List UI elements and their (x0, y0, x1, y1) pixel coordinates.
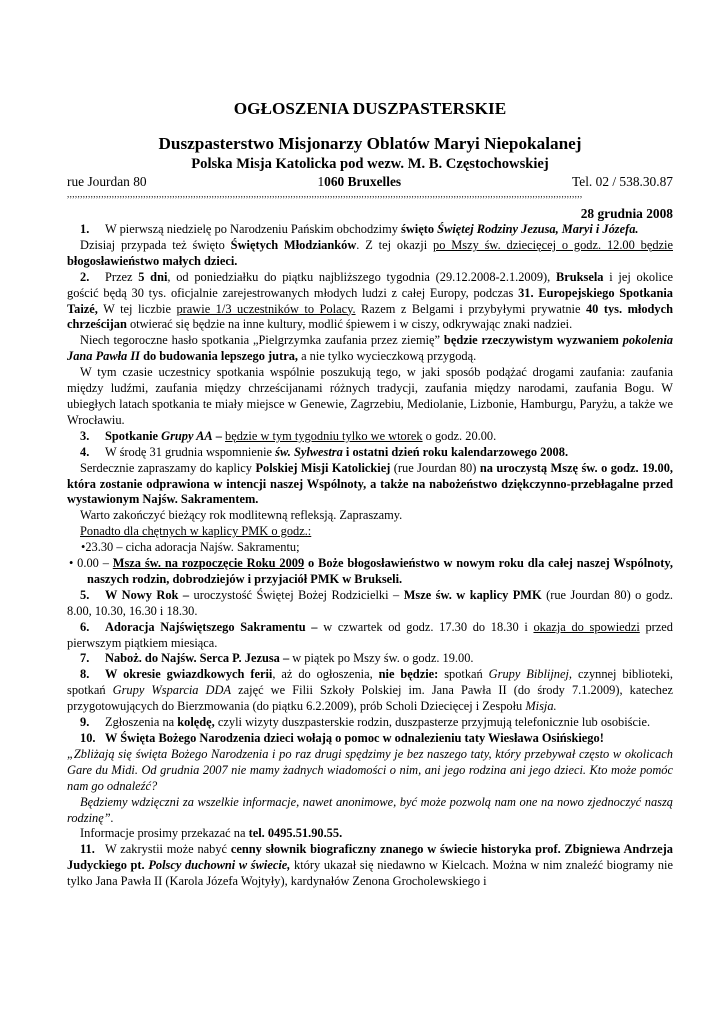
text: W okresie gwiazdkowych ferii (105, 667, 273, 682)
text: będzie w tym tygodniu tylko we wtorek (225, 428, 423, 443)
street-address: rue Jourdan 80 (67, 174, 147, 189)
phone-number: Tel. 02 / 538.30.87 (572, 174, 673, 189)
item-number: 3. (80, 428, 90, 443)
text: w czwartek od godz. 17.30 do 18.30 i (317, 619, 534, 634)
item-11 (67, 842, 673, 890)
item-number: 10. (80, 731, 96, 745)
text: W zakrystii może nabyć (105, 842, 231, 857)
item-10-quote2: Będziemy wdzięczni za wszelkie informacje, nawet anonimowe, być może pozwolą nam one na nowo zjednoczyć naszą rodzinę”. (67, 794, 673, 825)
text: nie będzie: (378, 667, 439, 682)
bullet-item (67, 556, 673, 588)
text: 40 tys. młodych chrześcijan (67, 301, 674, 332)
text: Razem z Belgami i przybyłymi prywatnie (355, 301, 586, 316)
text: cenny słownik biograficzny znanego w świecie historyka prof. Zbigniewa Andrzeja Judyckiego pt. (67, 842, 673, 873)
text: W tej liczbie (97, 301, 177, 316)
text: Świętej Rodziny Jezusa, Maryi i Józefa. (437, 222, 639, 236)
item-1 (67, 222, 673, 238)
text: Informacje prosimy przekazać na (80, 826, 249, 841)
text: Dzisiaj przypada też święto (80, 237, 231, 252)
organization-name: Duszpasterstwo Misjonarzy Oblatów Maryi Niepokalanej (158, 134, 582, 153)
text: 5 dni (138, 269, 168, 284)
text: W pierwszą niedzielę po Narodzeniu Pańskim obchodzimy (105, 222, 402, 236)
item-10 (67, 731, 673, 747)
text: W środę 31 grudnia wspomnienie (105, 444, 276, 459)
item-4-cont2: Warto zakończyć bieżący rok modlitewną refleksją. Zapraszamy. (80, 508, 403, 523)
text: uroczystość Świętej Bożej Rodzicielki – (189, 587, 404, 602)
text: po Mszy św. dziecięcej o godz. 12.00 będzie (433, 237, 673, 252)
text: na uroczystą Mszę św. o godz. 19.00, która zostanie odprawiona w intencji naszej Wspólnoty, a także na nabożeństwo dziękczynno-przebłagalne przed wystawionym Najśw. Sakramentem. (67, 460, 674, 507)
text: św. Sylwestra (275, 444, 343, 459)
item-7 (67, 651, 673, 667)
text: Msze św. w kaplicy PMK (403, 587, 542, 602)
text: Zgłoszenia na (105, 715, 178, 730)
text: i ostatni dzień roku kalendarzowego 2008. (342, 444, 569, 459)
item-8 (67, 667, 673, 715)
item-2 (67, 270, 673, 334)
item-number: 11. (80, 842, 95, 857)
text: do budowania lepszego jutra, (139, 349, 298, 364)
item-5 (67, 588, 673, 620)
text: a nie tylko wycieczkową przygodą. (297, 349, 477, 364)
postcode-digit: 1 (317, 174, 325, 189)
text: spotkań (438, 667, 489, 682)
text: Grupy AA (161, 428, 213, 443)
text: Adoracja Najświętszego Sakramentu – (105, 619, 318, 634)
text: czynnej biblioteki, spotkań (67, 667, 673, 698)
page-title: OGŁOSZENIA DUSZPASTERSKIE (233, 99, 507, 118)
text: (rue Jourdan 80) (390, 460, 480, 475)
text: . Z tej okazji (356, 237, 433, 252)
item-number: 5. (80, 587, 90, 602)
item-10-quote: „Zbliżają się święta Bożego Narodzenia i po raz drugi spędzimy je bez naszego taty, który przebywał często w okolicach Gare du Midi. Od grudnia 2007 nie mamy żadnych wiadomości o nim, ani jego rodzina ani jego dzieci. Kto może pomóc nam go odnaleźć? (67, 746, 673, 793)
text: W Święta Bożego Narodzenia dzieci wołają o pomoc w odnalezieniu taty Wiesława Osińskiego! (105, 731, 604, 745)
text: święto (401, 222, 438, 236)
mission-name: Polska Misja Katolicka pod wezw. M. B. Częstochowskiej (191, 156, 549, 172)
text: kolędę, (177, 715, 215, 730)
city-address (317, 174, 401, 190)
text: – (212, 428, 226, 443)
text: otwierać się będzie na inne kultury, modlić śpiewem i w ciszy, odkrywając znaki nadziei. (126, 317, 573, 332)
item-2-cont (67, 333, 673, 365)
text: o godz. 20.00. (422, 428, 497, 443)
item-4-cont (67, 461, 673, 509)
announcements-page (67, 98, 673, 890)
text: Bruksela (555, 269, 604, 284)
item-number: 7. (80, 651, 90, 666)
text: , od poniedziałku do piątku najbliższego tygodnia (29.12.2008-2.1.2009), (167, 269, 556, 284)
text: Serdecznie zapraszamy do kaplicy (80, 460, 256, 475)
item-6 (67, 620, 673, 652)
text: przed pierwszym piątkiem miesiąca. (67, 619, 673, 650)
text: (rue Jourdan 80) o godz. 8.00, 10.30, 16.30 i 18.30. (67, 587, 674, 618)
item-4-cont3: Ponadto dla chętnych w kaplicy PMK o godz.: (80, 524, 312, 539)
address-line (67, 174, 673, 190)
item-1-cont (67, 238, 673, 270)
item-9 (67, 715, 673, 731)
item-3 (67, 429, 673, 445)
text: prawie 1/3 uczestników to Polacy. (176, 301, 356, 316)
bullet-item: •23.30 – cicha adoracja Najśw. Sakramentu; (81, 540, 300, 555)
text: Przez (105, 269, 139, 284)
postcode-city: 060 Bruxelles (324, 174, 402, 189)
text: Niech tegoroczne hasło spotkania „Pielgrzymka zaufania przez ziemię” (80, 333, 444, 348)
item-number: 6. (80, 619, 90, 634)
text: 31. Europejskiego Spotkania Taizé, (67, 285, 673, 316)
item-10-contact (67, 826, 673, 842)
text: błogosławieństwo małych dzieci. (67, 253, 238, 268)
text: Grupy Biblijnej, (488, 667, 573, 682)
text: • 0.00 – (69, 556, 113, 571)
text: Naboż. do Najśw. Serca P. Jezusa – (105, 651, 290, 666)
text: Polscy duchowni w świecie, (148, 858, 291, 873)
announcement-date: 28 grudnia 2008 (580, 206, 673, 221)
divider: ,,,,,,,,,,,,,,,,,,,,,,,,,,,,,,,,,,,,,,,,,,,,,,,,,,,,,,,,,,,,,,,,,,,,,,,,,,,,,,,,,,,,,,,,,,,,,,,,,,,,,,,,,,,,,,,,,,,,,,,,,,,,,,,,,,,,,,,,,,,,,,,,,,,,,,,,,,,,,,,,,,,,,,,,,,,,,,,,,,,,,,,,,,,,,,,,,,,, (67, 190, 583, 199)
text: czyli wizyty duszpasterskie rodzin, duszpasterze przyjmują telefonicznie lub osobiście. (214, 715, 651, 730)
item-4 (67, 445, 673, 461)
text: Msza św. na rozpoczęcie Roku 2009 (112, 556, 305, 571)
text: Polskiej Misji Katolickiej (255, 460, 391, 475)
text: W Nowy Rok – (105, 587, 190, 602)
text: zajęć we Filii Szkoły Polskiej im. Jana Pawła II (do środy 7.1.2009), katechez przygotowujących do Bierzmowania (do piątku 6.2.2009), prób Scholi Dziecięcej i Zespołu (67, 683, 673, 714)
text: który ukazał się niedawno w Kielcach. Można w nim znaleźć biogramy nie tylko Jana Pawła II (Karola Józefa Wojtyły), kardynałów Zenona Grocholewskiego i (67, 858, 673, 889)
item-number: 8. (80, 667, 90, 682)
text: w piątek po Mszy św. o godz. 19.00. (289, 651, 474, 666)
text: o Boże błogosławieństwo w nowym roku dla całej naszej Wspólnoty, naszych rodzin, dobrodziejów i przyjaciół PMK w Brukseli. (87, 556, 673, 586)
text: pokolenia Jana Pawła II (67, 333, 673, 364)
item-number: 9. (80, 715, 90, 730)
text: Grupy Wsparcia DDA (112, 683, 232, 698)
text: będzie rzeczywistym wyzwaniem (443, 333, 623, 348)
text: tel. 0495.51.90.55. (248, 826, 343, 841)
item-number: 1. (80, 222, 90, 236)
text: Misja. (525, 699, 557, 714)
item-2-cont2: W tym czasie uczestnicy spotkania wspólnie poszukują tego, w jaki sposób podążać drogami zaufania: zaufania między ludźmi, zaufania między chrześcijanami różnych tradycji, zaufania między narodami, zaufania Bogu. W ubiegłych latach spotkania te miały miejsce w Genewie, Zagrzebiu, Mediolanie, Lizbonie, Hamburgu, Paryżu, a także we Wrocławiu. (67, 365, 673, 427)
text: , aż do ogłoszenia, (272, 667, 379, 682)
text: Spotkanie (105, 428, 162, 443)
text: Świętych Młodzianków (230, 237, 357, 252)
text: okazja do spowiedzi (533, 619, 640, 634)
item-number: 4. (80, 444, 90, 459)
text: i jej okolice gościć będą 30 tys. oficjalnie zarejestrowanych młodych ludzi z całej Europy, podczas (67, 269, 673, 300)
item-number: 2. (80, 269, 90, 284)
